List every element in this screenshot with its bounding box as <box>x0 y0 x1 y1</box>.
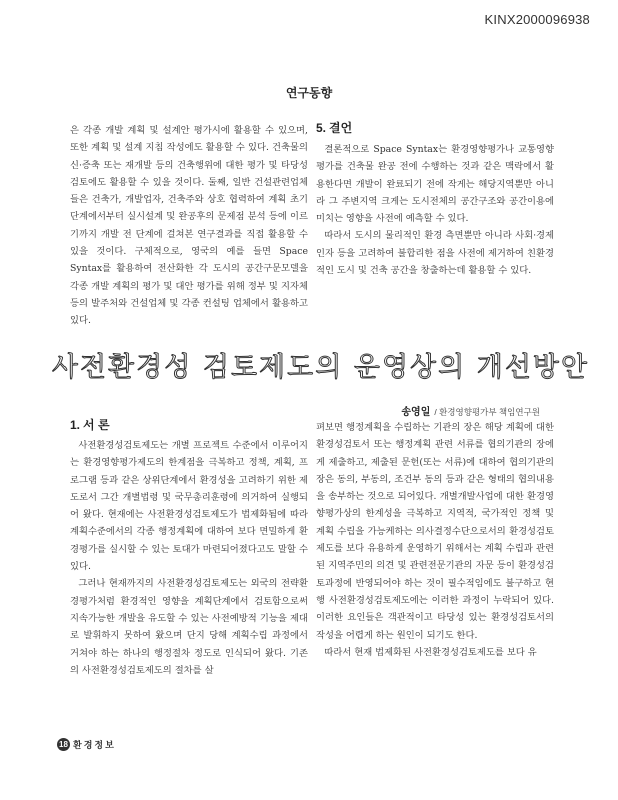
top-right-column <box>316 120 554 279</box>
author-name: 송영일 <box>401 407 431 418</box>
conclusion-heading <box>316 120 554 136</box>
bottom-left-column <box>70 417 308 679</box>
author-affiliation: / 환경영향평가부 책임연구원 <box>434 407 540 417</box>
paragraph: 펴보면 행정계획을 수립하는 기관의 장은 해당 계획에 대한 환경성검토서 또는 행정계획 관련 서류를 협의기관의 장에게 제출하고, 제출된 문헌(또는 서류)에 대하여 협의기관의 장은 동의, 부동의, 조건부 동의 등과 같은 형태의 협의내용을 송부하는 것으로 되어있다. 개별개발사업에 대한 환경영향평가상의 한계성을 극복하고 지역적, 국가적인 정책 및 계획 수립을 가능케하는 의사결정수단으로서의 환경성검토제도를 보다 유용하게 운영하기 위해서는 계획 수립과 관련된 지역주민의 의견 및 관련전문기관의 자문 등이 환경성검토과정에 반영되어야 하는 것이 필수적임에도 불구하고 현행 사전환경성검토제도에는 이러한 과정이 누락되어 있다. 이러한 요인들은 객관적이고 타당성 있는 환경성검토서의 작성을 어렵게 하는 원인이 되기도 한다. <box>316 422 554 641</box>
heading-text: 서 론 <box>83 418 110 432</box>
heading-number: 5. <box>316 121 327 135</box>
bottom-right-column <box>316 419 554 661</box>
heading-number: 1. <box>70 418 81 432</box>
paragraph: 결론적으로 Space Syntax는 환경영향평가나 교통영향평가를 건축물 완공 전에 수행하는 것과 같은 맥락에서 활용한다면 개발이 완료되기 전에 작게는 해당지역뿐만 아니라 그 주변지역 크게는 도시전체의 공간구조와 공간이용에 미치는 영향을 사전에 예측할 수 있다. <box>316 144 554 225</box>
section-tag: 연구동향 <box>285 86 333 100</box>
paragraph: 따라서 현재 법제화된 사전환경성검토제도를 보다 유 <box>324 646 537 658</box>
introduction-heading <box>70 417 308 433</box>
heading-text: 결언 <box>329 121 353 135</box>
author-line <box>401 403 540 418</box>
paragraph: 사전환경성검토제도는 개별 프로젝트 수준에서 이루어지는 환경영향평가제도의 한계점을 극복하고 정책, 계획, 프로그램 등과 같은 상위단계에서 환경성을 고려하기 위한 제도로서 그간 개별법령 및 국무총리훈령에 의거하여 실행되어 왔다. 현재에는 사전환경성검토제도가 법제화됨에 따라 계획수준에서의 각종 행정계획에 대하여 보다 면밀하게 환경평가를 실시할 수 있는 토대가 마련되어졌다고도 말할 수 있다. <box>70 440 308 573</box>
page-number: 18 <box>57 738 70 751</box>
document-id: KINX2000096938 <box>484 12 590 27</box>
article-title: 사전환경성 검토제도의 운영상의 개선방안 <box>51 352 590 383</box>
paragraph: 그러나 현재까지의 사전환경성검토제도는 외국의 전략환경평가처럼 환경적인 영향을 계획단계에서 검토함으로써 지속가능한 개발을 유도할 수 있는 사전예방적 기능을 제대로 발휘하지 못하여 왔으며 단지 당해 계획수립 과정에서 거쳐야 하는 하나의 행정절차 정도로 인식되어 왔다. 기존의 사전환경성검토제도의 절차를 살 <box>70 578 308 676</box>
page-footer <box>57 738 116 751</box>
top-left-column <box>70 122 308 330</box>
publication-name: 환경정보 <box>73 740 116 750</box>
paragraph: 은 각종 개발 계획 및 설계안 평가시에 활용할 수 있으며, 또한 계획 및 설계 지침 작성에도 활용할 수 있다. 건축물의 신·증축 또는 재개발 등의 건축행위에 대한 평가 및 타당성 검토에도 활용할 수 있을 것이다. 둘째, 일반 건설관련업체들은 건축가, 개발업자, 건축주와 상호 협력하여 계획 초기 단계에서부터 실시설계 및 완공후의 문제점 분석 등에 이르기까지 개발 전 단계에 걸쳐본 연구결과를 직접 활용할 수 있을 것이다. 구체적으로, 영국의 예를 들면 Space Syntax를 활용하여 전산화한 각 도시의 공간구문모델을 각종 개발 계획의 평가 및 대안 평가를 위해 정부 및 지자체 등의 발주처와 건설업체 및 각종 컨설팅 업체에서 활용하고 있다. <box>70 125 308 327</box>
paragraph: 따라서 도시의 물리적인 환경 측면뿐만 아니라 사회·경제 인자 등을 고려하여 불합리한 점을 사전에 제거하여 친환경적인 도시 및 건축 공간을 창출하는데 활용할 수 있다. <box>316 230 554 277</box>
